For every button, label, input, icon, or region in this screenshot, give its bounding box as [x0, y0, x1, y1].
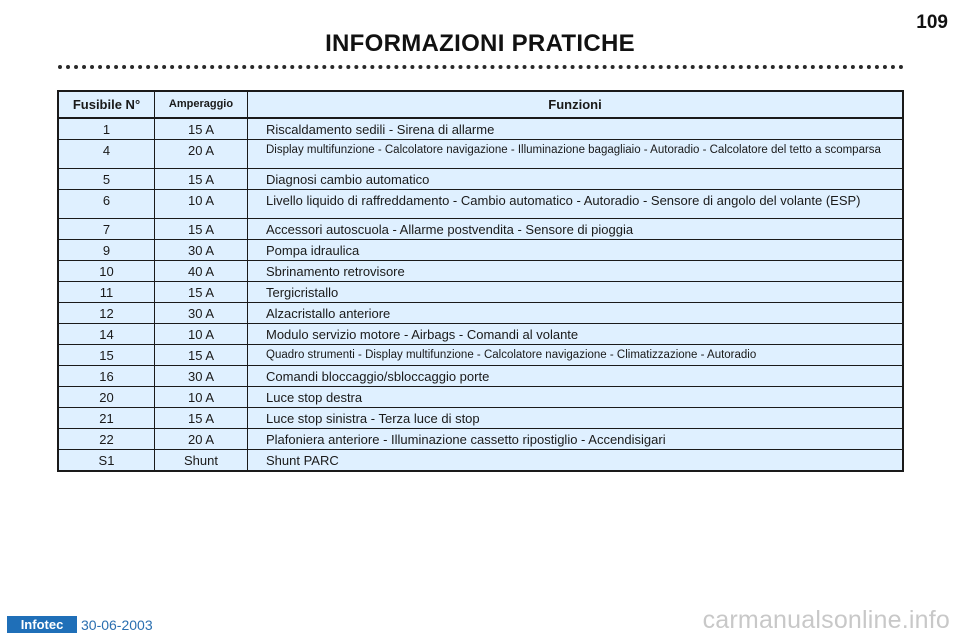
- fuse-number: 21: [58, 408, 155, 429]
- table-row: [58, 282, 903, 303]
- table-header-row: [58, 91, 903, 118]
- table-row: [58, 324, 903, 345]
- fuse-number: 12: [58, 303, 155, 324]
- table-row: [58, 408, 903, 429]
- table-row: [58, 169, 903, 190]
- fuse-amperage: 20 A: [155, 140, 248, 169]
- fuse-function: Shunt PARC: [248, 450, 904, 472]
- fuse-number: 15: [58, 345, 155, 366]
- fuse-function: Pompa idraulica: [248, 240, 904, 261]
- fuse-amperage: 15 A: [155, 408, 248, 429]
- fuse-number: 16: [58, 366, 155, 387]
- fuse-function: Quadro strumenti - Display multifunzione - Calcolatore navigazione - Climatizzazione - Autoradio: [248, 345, 904, 366]
- table-row: [58, 140, 903, 169]
- table-row: [58, 345, 903, 366]
- site-watermark: carmanualsonline.info: [702, 606, 950, 634]
- fuse-function: Luce stop destra: [248, 387, 904, 408]
- table-row: [58, 429, 903, 450]
- fuse-function: Tergicristallo: [248, 282, 904, 303]
- fuse-function: Display multifunzione - Calcolatore navigazione - Illuminazione bagagliaio - Autoradio - Calcolatore del tetto a scomparsa: [248, 140, 904, 169]
- table-row: [58, 366, 903, 387]
- fuse-number: 22: [58, 429, 155, 450]
- fuse-number: 7: [58, 219, 155, 240]
- fuse-number: 5: [58, 169, 155, 190]
- fuse-number: 4: [58, 140, 155, 169]
- fuse-function: Alzacristallo anteriore: [248, 303, 904, 324]
- fuse-number: 1: [58, 118, 155, 140]
- fuse-amperage: 30 A: [155, 240, 248, 261]
- fuse-number: 14: [58, 324, 155, 345]
- fuse-function: Comandi bloccaggio/sbloccaggio porte: [248, 366, 904, 387]
- fuse-amperage: 20 A: [155, 429, 248, 450]
- fuse-function: Accessori autoscuola - Allarme postvendita - Sensore di pioggia: [248, 219, 904, 240]
- fuse-amperage: Shunt: [155, 450, 248, 472]
- fuse-number: 6: [58, 190, 155, 219]
- fuse-function: Luce stop sinistra - Terza luce di stop: [248, 408, 904, 429]
- fuse-amperage: 30 A: [155, 303, 248, 324]
- fuse-amperage: 15 A: [155, 169, 248, 190]
- fuse-amperage: 15 A: [155, 345, 248, 366]
- table-row: [58, 450, 903, 472]
- fuse-amperage: 10 A: [155, 324, 248, 345]
- fuse-amperage: 15 A: [155, 219, 248, 240]
- header-amperage: Amperaggio: [155, 91, 248, 118]
- fuse-amperage: 30 A: [155, 366, 248, 387]
- fuse-function: Livello liquido di raffreddamento - Cambio automatico - Autoradio - Sensore di angolo del volante (ESP): [248, 190, 904, 219]
- page-number: 109: [916, 12, 948, 33]
- fuse-amperage: 10 A: [155, 190, 248, 219]
- fuse-function: Riscaldamento sedili - Sirena di allarme: [248, 118, 904, 140]
- fuse-amperage: 15 A: [155, 118, 248, 140]
- table-row: [58, 387, 903, 408]
- table-row: [58, 261, 903, 282]
- header-fuse-number: Fusibile N°: [58, 91, 155, 118]
- publication-date: 30-06-2003: [81, 617, 153, 633]
- fuse-number: 11: [58, 282, 155, 303]
- fuse-amperage: 15 A: [155, 282, 248, 303]
- fuse-table: [57, 90, 904, 472]
- table-row: [58, 240, 903, 261]
- infotec-logo: Infotec: [7, 616, 77, 633]
- table-row: [58, 219, 903, 240]
- fuse-function: Sbrinamento retrovisore: [248, 261, 904, 282]
- fuse-function: Modulo servizio motore - Airbags - Comandi al volante: [248, 324, 904, 345]
- title-divider: [58, 65, 904, 69]
- fuse-number: S1: [58, 450, 155, 472]
- fuse-amperage: 10 A: [155, 387, 248, 408]
- page-title: INFORMAZIONI PRATICHE: [325, 30, 635, 57]
- fuse-number: 20: [58, 387, 155, 408]
- fuse-number: 9: [58, 240, 155, 261]
- table-row: [58, 118, 903, 140]
- header-functions: Funzioni: [248, 91, 904, 118]
- table-row: [58, 190, 903, 219]
- fuse-amperage: 40 A: [155, 261, 248, 282]
- table-row: [58, 303, 903, 324]
- fuse-function: Plafoniera anteriore - Illuminazione cassetto ripostiglio - Accendisigari: [248, 429, 904, 450]
- fuse-number: 10: [58, 261, 155, 282]
- fuse-function: Diagnosi cambio automatico: [248, 169, 904, 190]
